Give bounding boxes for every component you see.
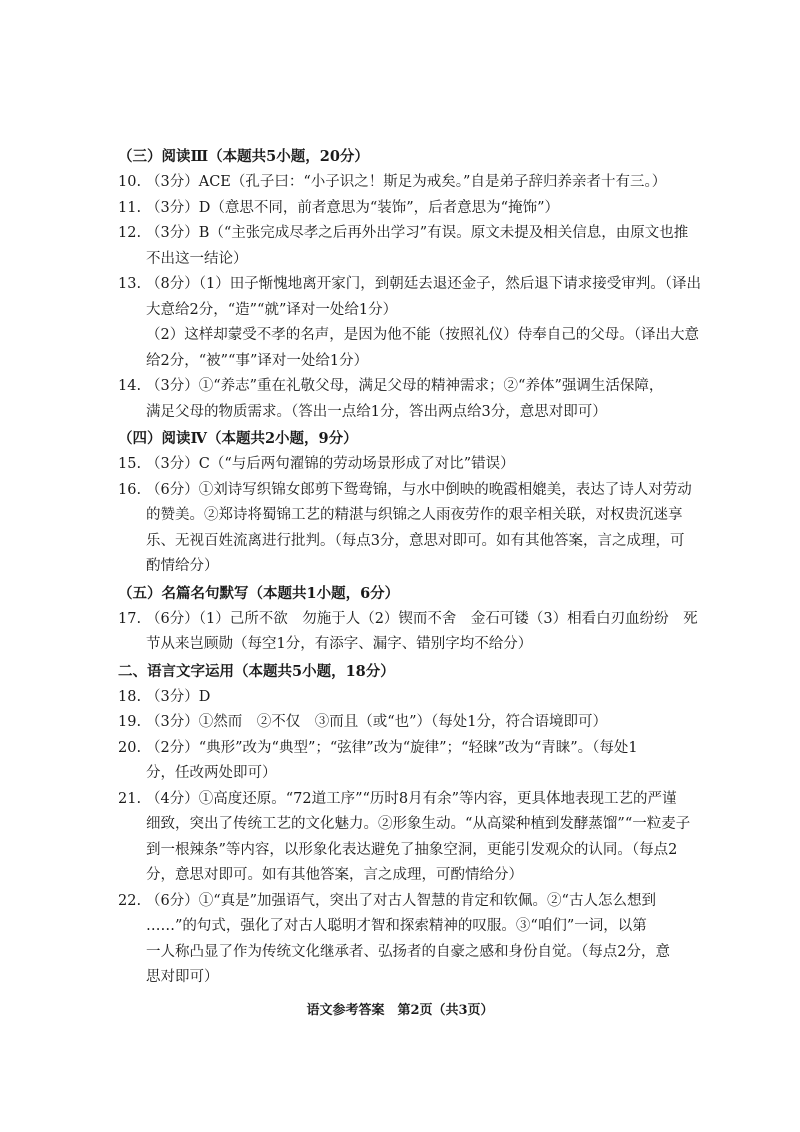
answer-line: （3分）①“养志”重在礼敬父母，满足父母的精神需求；②“养体”强调生活保障， <box>146 378 664 394</box>
answer-line: 酌情给分） <box>146 558 219 574</box>
answer-text <box>146 607 698 658</box>
answer-line: （3分）D（意思不同，前者意思为“装饰”，后者意思为“掩饰”） <box>146 199 559 216</box>
answer-text <box>146 374 678 425</box>
answer-line: （4分）①高度还原。“72道工序”“历时8月有余”等内容，更具体地表现工艺的严谨 <box>146 790 677 807</box>
answer-line: （6分）（1）己所不欲 勿施于人（2）锲而不舍 金石可镂（3）相看白刃血纷纷 死 <box>146 610 698 627</box>
answer-line: 思对即可） <box>146 969 219 985</box>
question-number: 13. <box>118 276 142 292</box>
question-number: 11. <box>118 199 142 216</box>
answer-line: 满足父母的物质需求。（答出一点给1分，答出两点给3分，意思对即可） <box>146 403 607 420</box>
answer-line: （8分）（1）田子惭愧地离开家门，到朝廷去退还金子，然后退下请求接受审判。（译出 <box>146 276 701 292</box>
question-number: 18. <box>118 688 142 705</box>
answer-line: 给2分，“被”“事”译对一处给1分） <box>146 352 369 369</box>
question-number: 22. <box>118 892 142 909</box>
answer-item <box>118 710 678 736</box>
answer-text <box>146 221 688 272</box>
question-number: 14. <box>118 378 142 394</box>
answer-line: （3分）D <box>146 688 211 705</box>
answer-text <box>146 685 678 711</box>
answer-line: （3分）B（“主张完成尽孝之后再外出学习”有误。原文未提及相关信息，由原文也推 <box>146 225 689 241</box>
question-number: 16. <box>118 481 142 498</box>
answer-line: （2）这样却蒙受不孝的名声，是因为他不能（按照礼仪）侍奉自己的父母。（译出大意 <box>146 327 699 343</box>
answer-text <box>146 272 701 374</box>
answer-item <box>118 787 691 889</box>
answer-line: 乐、无视百姓流离进行批判。（每点3分，意思对即可。如有其他答案，言之成理，可 <box>146 532 685 549</box>
answer-item <box>118 607 698 658</box>
answer-item <box>118 272 701 374</box>
answer-line: 节从来岂顾勋（每空1分，有添字、漏字、错别字均不给分） <box>146 636 533 652</box>
answer-line: 一人称凸显了作为传统文化继承者、弘扬者的自豪之感和身份自觉。（每点2分，意 <box>146 943 670 960</box>
answer-text <box>146 196 678 222</box>
answer-text <box>146 170 678 196</box>
section-heading: （三）阅读Ⅲ（本题共5小题，20分） <box>118 148 369 165</box>
question-number: 15. <box>118 456 142 472</box>
answer-text <box>146 478 692 580</box>
question-number: 10. <box>118 174 142 190</box>
answer-line: 的赞美。②郑诗将蜀锦工艺的精湛与织锦之人雨夜劳作的艰辛相关联，对权贵沉迷享 <box>146 507 683 523</box>
answer-item <box>118 685 678 711</box>
section-heading: 二、语言文字运用（本题共5小题，18分） <box>118 662 395 680</box>
answer-line: （3分）①然而 ②不仅 ③而且（或“也”）（每处1分，符合语境即可） <box>146 714 608 730</box>
answer-line: ……”的句式，强化了对古人聪明才智和探索精神的叹服。③“咱们”一词，以第 <box>146 918 647 934</box>
answer-text <box>146 710 678 736</box>
question-number: 17. <box>118 610 142 627</box>
answer-item <box>118 452 678 478</box>
answer-line: （3分）ACE（孔子曰：“小子识之！斯足为戒矣。”自是弟子辞归养亲者十有三。） <box>146 174 667 190</box>
answer-line: 细致，突出了传统工艺的文化魅力。②形象生动。“从高粱种植到发酵蒸馏”“一粒麦子 <box>146 816 691 832</box>
answer-line: 分，任改两处即可） <box>146 765 277 781</box>
answer-line: （3分）C（“与后两句濯锦的劳动场景形成了对比”错误） <box>146 456 515 472</box>
question-number: 21. <box>118 790 142 807</box>
question-number: 12. <box>118 225 142 241</box>
answer-line: 不出这一结论） <box>146 250 248 267</box>
answer-item <box>118 736 678 787</box>
answer-line: （2分）“典形”改为“典型”；“弦律”改为“旋律”；“轻睐”改为“青睐”。（每处1 <box>146 739 638 756</box>
answer-content <box>118 143 701 991</box>
answer-line: （6分）①刘诗写织锦女郎剪下鸳鸯锦，与水中倒映的晚霞相媲美，表达了诗人对劳动 <box>146 481 692 498</box>
answer-item <box>118 889 678 991</box>
question-number: 19. <box>118 714 142 730</box>
question-number: 20. <box>118 739 142 756</box>
answer-item <box>118 196 678 222</box>
answer-line: 到一根辣条”等内容，以形象化表达避免了抽象空洞，更能引发观众的认同。（每点2 <box>146 841 678 858</box>
section-heading: （五）名篇名句默写（本题共1小题，6分） <box>118 584 400 602</box>
answer-line: 大意给2分，“造”“就”译对一处给1分） <box>146 301 398 318</box>
answer-item <box>118 374 678 425</box>
page-footer: 语文参考答案 第2页（共3页） <box>306 1003 494 1018</box>
answer-text <box>146 452 678 478</box>
answer-item <box>118 221 689 272</box>
answer-text <box>146 736 678 787</box>
answer-item <box>118 478 692 580</box>
answer-item <box>118 170 678 196</box>
answer-text <box>146 787 690 889</box>
section-heading: （四）阅读Ⅳ（本题共2小题，9分） <box>118 430 358 447</box>
answer-line: 分，意思对即可。如有其他答案，言之成理，可酌情给分） <box>146 867 523 883</box>
answer-line: （6分）①“真是”加强语气，突出了对古人智慧的肯定和钦佩。②“古人怎么想到 <box>146 892 656 909</box>
answer-text <box>146 889 678 991</box>
